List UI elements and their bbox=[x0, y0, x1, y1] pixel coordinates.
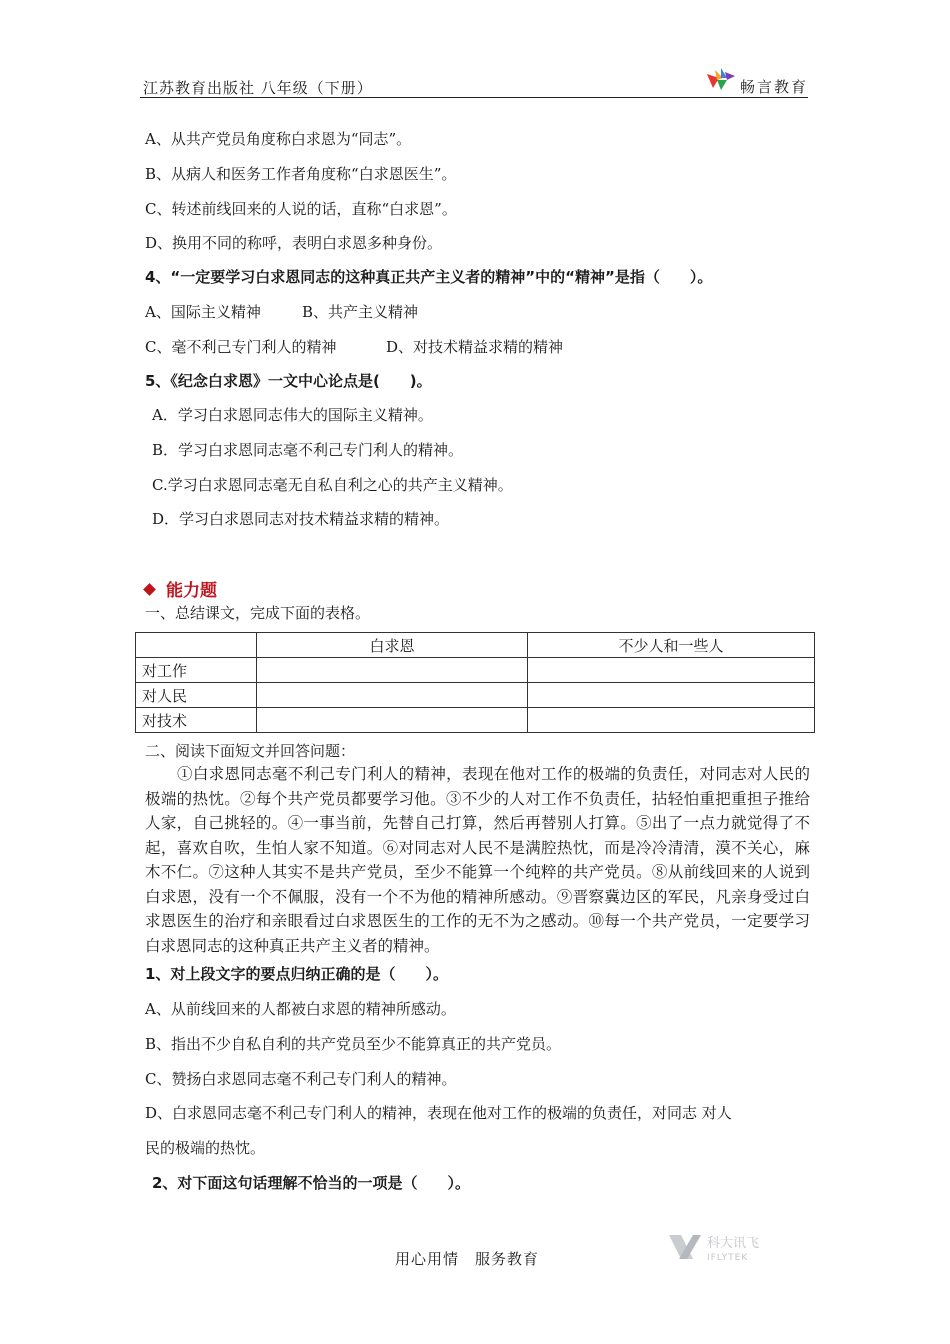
q3-option-a: A、从共产党员角度称白求恩为“同志”。 bbox=[145, 130, 412, 148]
p2-stem: 2、对下面这句话理解不恰当的一项是（ ）。 bbox=[152, 1174, 470, 1192]
footer-slogan: 用心用情 服务教育 bbox=[395, 1250, 540, 1268]
table-row bbox=[136, 708, 815, 733]
q4-option-c: C、毫不利己专门利人的精神 bbox=[145, 338, 337, 356]
q5-option-c: C.学习白求恩同志毫无自私自利之心的共产主义精神。 bbox=[152, 476, 513, 494]
q5-option-b: B．学习白求恩同志毫不利己专门利人的精神。 bbox=[152, 441, 464, 459]
q5-option-d: D．学习白求恩同志对技术精益求精的精神。 bbox=[152, 510, 450, 528]
table-header-cell: 白求恩 bbox=[257, 633, 528, 658]
p1-option-b: B、指出不少自私自利的共产党员至少不能算真正的共产党员。 bbox=[145, 1035, 562, 1053]
p1-stem: 1、对上段文字的要点归纳正确的是（ ）。 bbox=[145, 965, 448, 983]
table-header-cell: 不少人和一些人 bbox=[528, 633, 815, 658]
q5-option-a: A．学习白求恩同志伟大的国际主义精神。 bbox=[152, 406, 433, 424]
q4-option-d: D、对技术精益求精的精神 bbox=[386, 338, 564, 356]
q3-option-c: C、转述前线回来的人说的话，直称“白求恩”。 bbox=[145, 200, 457, 218]
table-cell-blank bbox=[528, 683, 815, 708]
reading-passage: ①白求恩同志毫不利己专门利人的精神，表现在他对工作的极端的负责任，对同志对人民的极端的热忱。②每个共产党员都要学习他。③不少的人对工作不负责任，拈轻怕重把重担子推给人家，自己挑轻的。④一事当前，先替自己打算，然后再替别人打算。⑤出了一点力就觉得了不起，喜欢自吹，生怕人家不知道。⑥对同志对人民不是满腔热忱，而是冷冷清清，漠不关心，麻木不仁。⑦这种人其实不是共产党员，至少不能算一个纯粹的共产党员。⑧从前线回来的人说到白求恩，没有一个不佩服，没有一个不为他的精神所感动。⑨晋察冀边区的军民，凡亲身受过白求恩医生的治疗和亲眼看过白求恩医生的工作的无不为之感动。⑩每一个共产党员，一定要学习白求恩同志的这种真正共产主义者的精神。 bbox=[145, 765, 810, 955]
table-row-label: 对人民 bbox=[136, 683, 257, 708]
q3-option-d: D、换用不同的称呼，表明白求恩多种身份。 bbox=[145, 234, 443, 252]
task2-instruction: 二、阅读下面短文并回答问题： bbox=[145, 742, 356, 760]
section-title bbox=[145, 576, 217, 601]
q5-stem: 5、《纪念白求恩》一文中心论点是( )。 bbox=[145, 372, 432, 390]
task1-instruction: 一、总结课文，完成下面的表格。 bbox=[145, 604, 371, 622]
table-cell-blank bbox=[528, 658, 815, 683]
table-header-row bbox=[136, 633, 815, 658]
q3-option-b: B、从病人和医务工作者角度称“白求恩医生”。 bbox=[145, 165, 457, 183]
table-cell-blank bbox=[257, 683, 528, 708]
table-row bbox=[136, 658, 815, 683]
section-title-text: 能力题 bbox=[166, 581, 217, 601]
q4-stem: 4、“一定要学习白求恩同志的这种真正共产主义者的精神”中的“精神”是指（ ）。 bbox=[145, 268, 713, 286]
p1-option-d-continued: 民的极端的热忱。 bbox=[145, 1139, 266, 1157]
brand-bird-icon bbox=[705, 66, 737, 92]
q4-option-a: A、国际主义精神 bbox=[145, 303, 261, 321]
q4-option-b: B、共产主义精神 bbox=[302, 303, 419, 321]
header-divider bbox=[140, 97, 808, 98]
table-header-cell bbox=[136, 633, 257, 658]
header-publisher: 江苏教育出版社 八年级（下册） bbox=[143, 79, 373, 97]
p1-option-d: D、白求恩同志毫不利己专门利人的精神，表现在他对工作的极端的负责任，对同志 对人 bbox=[145, 1104, 732, 1122]
iflytek-logo bbox=[665, 1229, 785, 1265]
p1-option-c: C、赞扬白求恩同志毫不利己专门利人的精神。 bbox=[145, 1070, 457, 1088]
table-row-label: 对工作 bbox=[136, 658, 257, 683]
diamond-bullet-icon bbox=[143, 583, 156, 596]
summary-table bbox=[135, 632, 815, 733]
logo-cn-text: 科大讯飞 bbox=[707, 1236, 760, 1251]
header-brand: 畅言教育 bbox=[740, 78, 809, 96]
table-row bbox=[136, 683, 815, 708]
table-cell-blank bbox=[257, 708, 528, 733]
logo-en-text: IFLYTEK bbox=[707, 1253, 749, 1263]
p1-option-a: A、从前线回来的人都被白求恩的精神所感动。 bbox=[145, 1000, 456, 1018]
table-row-label: 对技术 bbox=[136, 708, 257, 733]
table-cell-blank bbox=[257, 658, 528, 683]
table-cell-blank bbox=[528, 708, 815, 733]
